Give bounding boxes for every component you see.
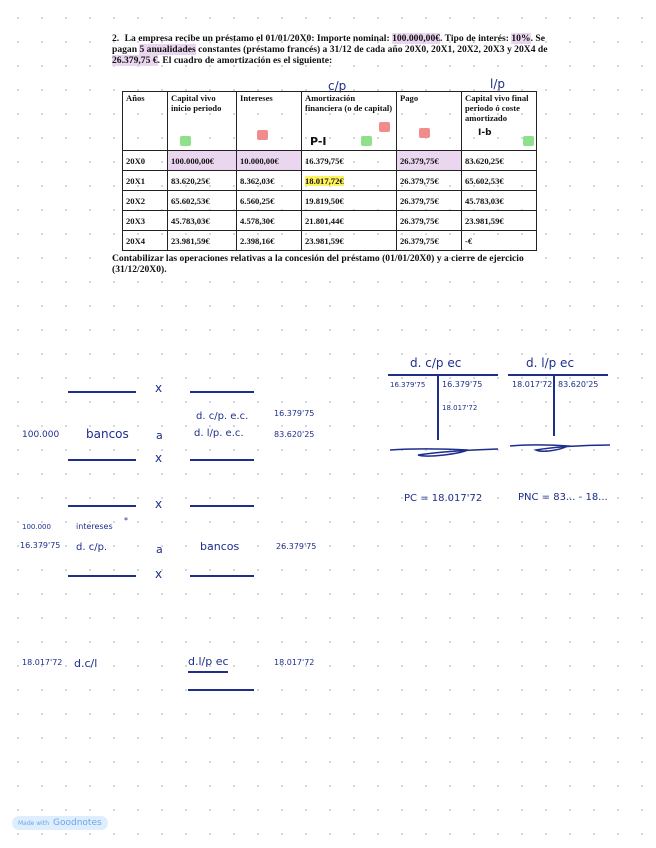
table-row — [123, 171, 537, 191]
instructions-text: Contabilizar las operaciones relativas a la concesión del préstamo (01/01/20X0) y a cierre de ejercicio (31/12/20X0). — [112, 253, 524, 275]
journal-separator — [190, 459, 254, 461]
cell-capital-start: 23.981,59€ — [168, 231, 237, 251]
amortization-table — [122, 91, 537, 251]
t-account-cp-left: 16.379'75 — [390, 381, 426, 389]
hw-entry1-amount: 100.000 — [22, 430, 60, 440]
hw-x-mark: x — [155, 451, 163, 465]
problem-text-3: . Se pagan — [112, 33, 545, 55]
cell-capital-end: -€ — [462, 231, 537, 251]
cell-amortization: 16.379,75€ — [302, 151, 397, 171]
journal-separator — [190, 505, 254, 507]
hw-entry2-debit1: intereses — [76, 522, 113, 531]
journal-separator — [68, 391, 136, 393]
hw-entry3-debit: d.c/l — [74, 657, 98, 670]
header-years: Años — [123, 92, 168, 151]
badge-brand: Goodnotes — [53, 818, 102, 828]
goodnotes-badge — [12, 816, 108, 830]
hw-entry2-debit2: d. c/p. — [76, 542, 108, 553]
t-account-lp-divider — [553, 374, 555, 436]
cell-year: 20X3 — [123, 211, 168, 231]
hw-entry1-debit: bancos — [86, 427, 129, 441]
cell-capital-start: 100.000,00€ — [168, 151, 237, 171]
hw-entry1-credit2: d. l/p. e.c. — [194, 428, 244, 439]
t-account-cp-close-stroke — [388, 444, 500, 460]
hw-x-mark: x — [155, 567, 163, 581]
cell-payment: 26.379,75€ — [397, 231, 462, 251]
hw-entry3-amount: 18.017'72 — [22, 658, 63, 667]
problem-text-5: . El cuadro de amortización es el siguiente: — [157, 54, 333, 66]
problem-statement — [112, 34, 548, 66]
t-account-lp-right: 83.620'25 — [558, 380, 599, 389]
hw-entry2-star: * — [124, 516, 128, 525]
header-interest-text: Intereses — [240, 93, 273, 103]
cell-interest: 6.560,25€ — [237, 191, 302, 211]
annuity-amount: 26.379,75 € — [112, 54, 158, 66]
hw-entry3-credit-amount: 18.017'72 — [274, 658, 315, 667]
header-amortization-text: Amortización financiera (o de capital) — [305, 93, 393, 113]
hw-entry1-a: a — [156, 429, 163, 442]
green-marker — [523, 136, 534, 146]
cell-amortization: 21.801,44€ — [302, 211, 397, 231]
cell-interest: 8.362,03€ — [237, 171, 302, 191]
hw-x-mark: x — [155, 497, 163, 511]
table-row — [123, 151, 537, 171]
hw-pnc: PNC = 83... - 18... — [518, 492, 608, 503]
hw-entry2-credit-amount: 26.379'75 — [276, 542, 317, 551]
green-marker — [180, 136, 191, 146]
cell-capital-start: 83.620,25€ — [168, 171, 237, 191]
hw-cp-label: c/p — [328, 79, 347, 93]
t-account-cp-divider — [437, 374, 439, 440]
cell-capital-end: 45.783,03€ — [462, 191, 537, 211]
header-payment — [397, 92, 462, 151]
t-account-cp-right2: 18.017'72 — [442, 404, 478, 412]
cell-interest: 4.578,30€ — [237, 211, 302, 231]
journal-separator — [68, 505, 136, 507]
problem-text-2: . Tipo de interés: — [440, 33, 512, 44]
hw-entry1-credit1: d. c/p. e.c. — [196, 411, 249, 422]
hw-entry1-credit2-amount: 83.620'25 — [274, 430, 315, 439]
cell-year: 20X4 — [123, 231, 168, 251]
journal-separator — [190, 575, 254, 577]
hw-entry2-amount2: 16.379'75 — [20, 541, 61, 550]
table-row — [123, 211, 537, 231]
t-account-lp-top — [508, 374, 608, 376]
hw-entry3-credit: d.l/p ec — [188, 655, 229, 668]
t-account-lp-title: d. l/p ec — [526, 356, 575, 370]
t-account-lp-left: 18.017'72 — [512, 380, 553, 389]
hw-entry2-amount1: 100.000 — [22, 523, 51, 531]
problem-text-4: constantes (préstamo francés) a 31/12 de cada año 20X0, 20X1, 20X2, 20X3 y 20X4 de — [195, 43, 548, 55]
hw-x-mark: x — [155, 381, 163, 395]
hw-i-minus-b: I-b — [478, 128, 492, 138]
hw-entry2-a: a — [156, 543, 163, 556]
header-capital-end-text: Capital vivo final periodo ó coste amortizado — [465, 93, 529, 123]
cell-amortization — [302, 171, 397, 191]
hw-p-minus-i: P-I — [310, 135, 327, 148]
hw-entry1-credit1-amount: 16.379'75 — [274, 409, 315, 418]
table-header-row — [123, 92, 537, 151]
cell-capital-end: 65.602,53€ — [462, 171, 537, 191]
cell-payment: 26.379,75€ — [397, 191, 462, 211]
cell-capital-start: 45.783,03€ — [168, 211, 237, 231]
red-marker — [257, 130, 268, 140]
header-capital-end — [462, 92, 537, 151]
cell-capital-end: 83.620,25€ — [462, 151, 537, 171]
header-amortization — [302, 92, 397, 151]
annuities-count: 5 anualidades — [139, 43, 196, 55]
header-capital-start-text: Capital vivo inicio periodo — [171, 93, 222, 113]
header-payment-text: Pago — [400, 93, 419, 103]
cell-interest: 10.000,00€ — [237, 151, 302, 171]
t-account-cp-title: d. c/p ec — [410, 356, 462, 370]
cell-amortization-highlight: 18.017,72€ — [305, 175, 344, 186]
journal-separator — [68, 575, 136, 577]
green-marker — [361, 136, 372, 146]
red-marker — [419, 128, 430, 138]
table-row — [123, 191, 537, 211]
table-row — [123, 231, 537, 251]
cell-interest: 2.398,16€ — [237, 231, 302, 251]
journal-separator — [68, 459, 136, 461]
nominal-amount: 100.000,00€ — [392, 33, 441, 44]
problem-text-1: La empresa recibe un préstamo el 01/01/20X0: Importe nominal: — [124, 33, 393, 44]
hw-entry2-credit: bancos — [200, 540, 240, 553]
header-capital-start — [168, 92, 237, 151]
journal-separator — [190, 391, 254, 393]
cell-capital-start: 65.602,53€ — [168, 191, 237, 211]
problem-number: 2. — [112, 33, 120, 44]
interest-rate: 10% — [511, 33, 531, 44]
cell-capital-end: 23.981,59€ — [462, 211, 537, 231]
hw-lp-label: l/p — [490, 77, 505, 91]
t-account-lp-close-stroke — [508, 440, 612, 456]
cell-payment: 26.379,75€ — [397, 151, 462, 171]
journal-separator — [188, 689, 254, 691]
cell-year: 20X1 — [123, 171, 168, 191]
badge-small-text: Made with — [18, 820, 49, 827]
cell-payment: 26.379,75€ — [397, 171, 462, 191]
t-account-cp-right1: 16.379'75 — [442, 380, 483, 389]
hw-pc: PC = 18.017'72 — [404, 493, 483, 504]
cell-payment: 26.379,75€ — [397, 211, 462, 231]
cell-amortization: 23.981,59€ — [302, 231, 397, 251]
cell-year: 20X2 — [123, 191, 168, 211]
t-account-cp-top — [388, 374, 498, 376]
hw-underline — [188, 671, 228, 673]
header-interest — [237, 92, 302, 151]
cell-year: 20X0 — [123, 151, 168, 171]
cell-amortization: 19.819,50€ — [302, 191, 397, 211]
red-marker — [379, 122, 390, 132]
